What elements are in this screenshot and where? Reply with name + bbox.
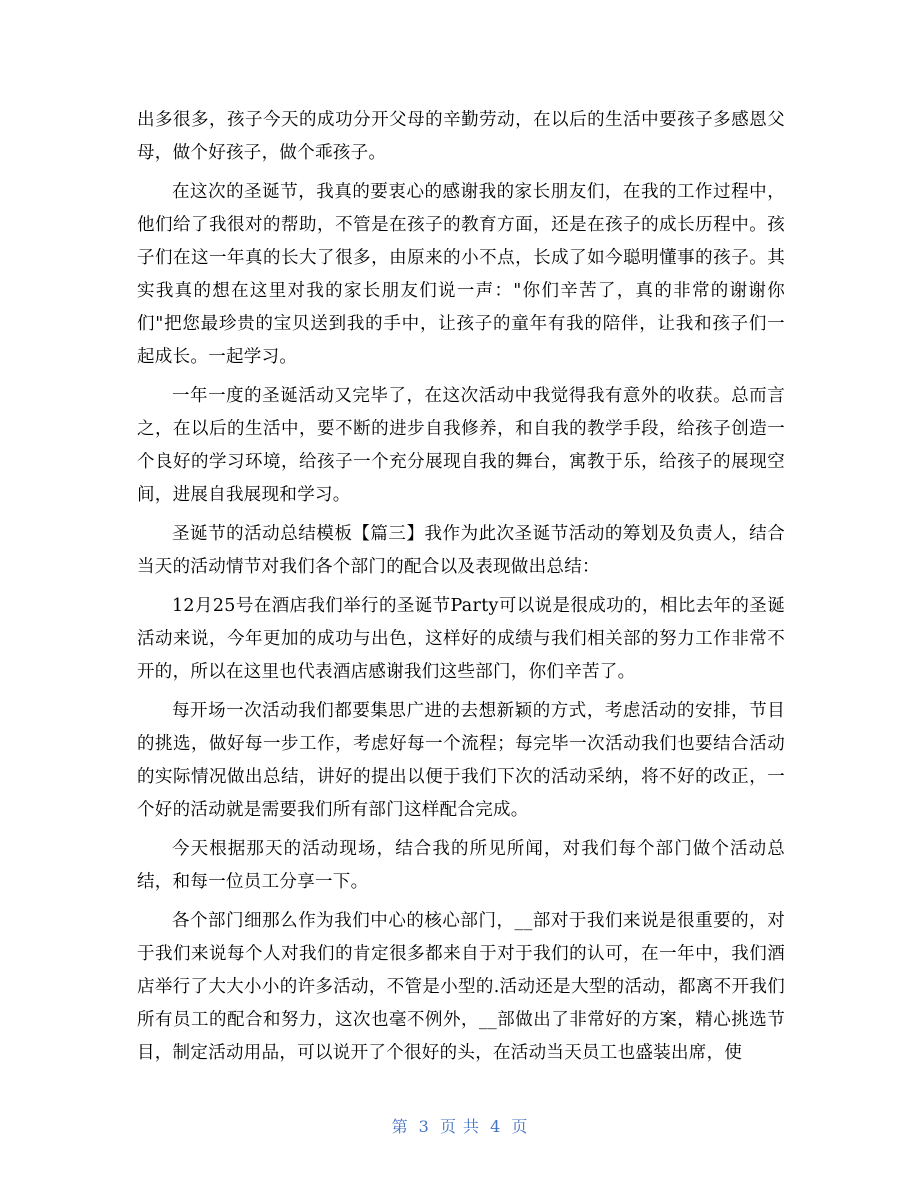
paragraph-4: 圣诞节的活动总结模板【篇三】我作为此次圣诞节活动的筹划及负责人，结合当天的活动情节对我们各个部门的配合以及表现做出总结： — [137, 524, 785, 577]
footer-suffix: 页 — [511, 1117, 529, 1136]
document-body — [137, 104, 785, 1076]
footer-total-pages: 4 — [490, 1117, 502, 1136]
footer-current-page: 3 — [418, 1117, 430, 1136]
footer-middle: 页 共 — [439, 1117, 481, 1136]
paragraph-8: 各个部门细那么作为我们中心的核心部门，__部对于我们来说是很重要的，对于我们来说每个人对我们的肯定很多都来自于对于我们的认可，在一年中，我们酒店举行了大大小小的许多活动，不管是小型的.活动还是大型的活动，都离不开我们所有员工的配合和努力，这次也毫不例外，__部做出了非常好的方案，精心挑选节目，制定活动用品，可以说开了个很好的头，在活动当天员工也盛装出席，使 — [137, 911, 785, 1063]
paragraph-1: 出多很多，孩子今天的成功分开父母的辛勤劳动，在以后的生活中要孩子多感恩父母，做个好孩子，做个乖孩子。 — [137, 110, 785, 163]
page-footer — [0, 1114, 920, 1137]
paragraph-7: 今天根据那天的活动现场，结合我的所见所闻，对我们每个部门做个活动总结，和每一位员工分享一下。 — [137, 839, 785, 892]
paragraph-5: 12月25号在酒店我们举行的圣诞节Party可以说是很成功的，相比去年的圣诞活动来说，今年更加的成功与出色，这样好的成绩与我们相关部的努力工作非常不开的，所以在这里也代表酒店感谢我们这些部门，你们辛苦了。 — [137, 596, 785, 682]
paragraph-6: 每开场一次活动我们都要集思广进的去想新颖的方式，考虑活动的安排，节目的挑选，做好每一步工作，考虑好每一个流程；每完毕一次活动我们也要结合活动的实际情况做出总结，讲好的提出以便于我们下次的活动采纳，将不好的改正，一个好的活动就是需要我们所有部门这样配合完成。 — [137, 701, 785, 820]
footer-prefix: 第 — [391, 1117, 409, 1136]
paragraph-3: 一年一度的圣诞活动又完毕了，在这次活动中我觉得我有意外的收获。总而言之，在以后的生活中，要不断的进步自我修养，和自我的教学手段，给孩子创造一个良好的学习环境，给孩子一个充分展现自我的舞台，寓教于乐，给孩子的展现空间，进展自我展现和学习。 — [137, 386, 785, 505]
paragraph-2: 在这次的圣诞节，我真的要衷心的感谢我的家长朋友们，在我的工作过程中，他们给了我很对的帮助，不管是在孩子的教育方面，还是在孩子的成长历程中。孩子们在这一年真的长大了很多，由原来的小不点，长成了如今聪明懂事的孩子。其实我真的想在这里对我的家长朋友们说一声："你们辛苦了，真的非常的谢谢你们"把您最珍贵的宝贝送到我的手中，让孩子的童年有我的陪伴，让我和孩子们一起成长。一起学习。 — [137, 182, 785, 367]
